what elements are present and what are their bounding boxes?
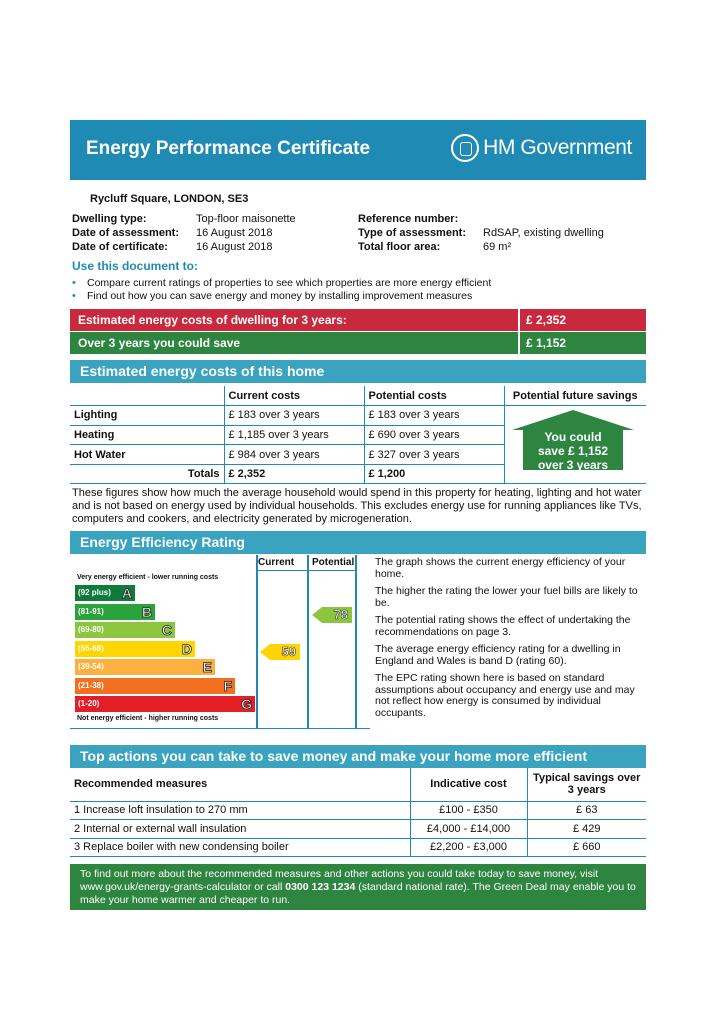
bullet-icon: • xyxy=(72,290,76,302)
column-divider xyxy=(256,555,258,729)
band-letter: E xyxy=(202,659,212,675)
potential-rating-arrow xyxy=(322,607,352,623)
crest-icon xyxy=(451,134,479,162)
cost-item-name: Heating xyxy=(70,425,224,445)
potential-column-header: Potential xyxy=(312,557,355,568)
band-range: (1-20) xyxy=(78,699,100,708)
phone-number: 0300 123 1234 xyxy=(285,881,356,893)
details-left xyxy=(72,212,296,254)
rating-band xyxy=(75,585,135,601)
cost-item-name: Lighting xyxy=(70,406,224,426)
rating-band xyxy=(75,604,155,620)
potential-saving-bar xyxy=(70,332,646,354)
title-bar xyxy=(70,120,646,180)
detail-label: Reference number: xyxy=(358,213,459,225)
measure-saving: £ 63 xyxy=(527,801,646,820)
detail-value: 16 August 2018 xyxy=(196,227,273,239)
estimated-costs-bar xyxy=(70,309,646,331)
details-right xyxy=(358,212,604,254)
assessment-type-row xyxy=(358,226,604,240)
column-header: Current costs xyxy=(224,386,364,406)
measure-cost: £100 - £350 xyxy=(410,801,527,820)
efficient-note: Very energy efficient - lower running costs xyxy=(77,574,219,581)
column-divider xyxy=(355,555,357,729)
current-column-header: Current xyxy=(258,557,295,568)
measure-saving: £ 660 xyxy=(527,838,646,857)
reference-number-row xyxy=(358,212,604,226)
detail-value: 16 August 2018 xyxy=(196,241,273,253)
totals-current: £ 2,352 xyxy=(224,464,364,484)
detail-label: Dwelling type: xyxy=(72,213,147,225)
list-item xyxy=(72,290,491,303)
band-letter: D xyxy=(181,640,192,657)
band-range: (55-68) xyxy=(78,643,104,653)
efficiency-notes xyxy=(375,557,645,725)
footer-text: (standard national rate). The Green Deal may enable you to make your home warmer and cheaper to run. xyxy=(80,881,636,906)
floor-area-row xyxy=(358,240,604,254)
recommended-measures-table xyxy=(70,768,646,857)
rating-band xyxy=(75,696,255,712)
detail-value: RdSAP, existing dwelling xyxy=(483,227,604,239)
column-header xyxy=(70,386,224,406)
detail-label: Type of assessment: xyxy=(358,227,467,239)
inefficient-note: Not energy efficient - higher running costs xyxy=(77,715,219,722)
rating-band xyxy=(75,641,195,657)
certificate-title: Energy Performance Certificate xyxy=(86,138,371,159)
estimated-costs-label: Estimated energy costs of dwelling for 3 years: xyxy=(78,313,347,327)
potential-rating-value: 78 xyxy=(333,607,348,622)
list-item-text: Find out how you can save energy and money by installing improvement measures xyxy=(87,290,473,302)
use-document-heading: Use this document to: xyxy=(72,259,199,273)
dwelling-type-row xyxy=(72,212,296,226)
column-header: Potential costs xyxy=(364,386,504,406)
measure-name: 1 Increase loft insulation to 270 mm xyxy=(70,801,410,820)
detail-label: Total floor area: xyxy=(358,241,441,253)
efficiency-rating-graph xyxy=(70,555,370,729)
current-cost: £ 984 over 3 years xyxy=(224,445,364,465)
totals-label: Totals xyxy=(70,464,224,484)
measure-cost: £2,200 - £3,000 xyxy=(410,838,527,857)
footer-info xyxy=(70,864,646,910)
potential-saving-value: £ 1,152 xyxy=(518,332,646,354)
band-letter: B xyxy=(141,603,152,620)
costs-section-heading: Estimated energy costs of this home xyxy=(70,360,646,383)
measure-name: 2 Internal or external wall insulation xyxy=(70,820,410,839)
bullet-icon: • xyxy=(72,277,76,289)
costs-explanation: These figures show how much the average household would spend in this property for heating, lighting and hot water and is not based on energy used by individual households. This excludes energy use for running appliances like TVs, computers and cookers, and electricity generated by microgeneration. xyxy=(72,487,642,525)
use-document-list xyxy=(72,277,491,303)
measure-cost: £4,000 - £14,000 xyxy=(410,820,527,839)
potential-cost: £ 327 over 3 years xyxy=(364,445,504,465)
hm-government-text: HM Government xyxy=(483,136,632,159)
band-range: (21-38) xyxy=(78,680,104,690)
efficiency-note: The potential rating shows the effect of undertaking the recommendations on page 3. xyxy=(375,614,631,638)
rating-band xyxy=(75,678,235,694)
band-letter: F xyxy=(223,677,232,694)
table-header-row xyxy=(70,386,646,406)
band-letter: G xyxy=(241,696,252,712)
band-range: (69-80) xyxy=(78,625,104,634)
current-rating-arrow xyxy=(270,644,300,660)
arrow-up-icon xyxy=(512,410,634,430)
efficiency-note: The graph shows the current energy efficiency of your home. xyxy=(375,556,626,580)
current-cost: £ 183 over 3 years xyxy=(224,406,364,426)
efficiency-section-heading: Energy Efficiency Rating xyxy=(70,531,646,554)
potential-cost: £ 690 over 3 years xyxy=(364,425,504,445)
column-header: Indicative cost xyxy=(410,768,527,801)
savings-line: You could xyxy=(544,430,602,444)
measure-saving: £ 429 xyxy=(527,820,646,839)
table-row xyxy=(70,801,646,820)
list-item-text: Compare current ratings of properties to see which properties are more energy efficient xyxy=(87,277,492,289)
header-divider xyxy=(256,570,356,571)
column-divider xyxy=(307,555,309,729)
band-letter: A xyxy=(121,585,132,601)
efficiency-note: The average energy efficiency rating for a dwelling in England and Wales is band D (rating 60). xyxy=(375,643,621,667)
hm-government-logo xyxy=(451,134,632,162)
efficiency-note: The EPC rating shown here is based on standard assumptions about occupancy and energy use and may not reflect how energy is consumed by individual occupants. xyxy=(375,672,635,719)
measure-name: 3 Replace boiler with new condensing boiler xyxy=(70,838,410,857)
current-cost: £ 1,185 over 3 years xyxy=(224,425,364,445)
estimated-costs-value: £ 2,352 xyxy=(518,309,646,331)
band-range: (39-54) xyxy=(78,662,104,671)
savings-line: over 3 years xyxy=(537,458,609,472)
savings-arrow xyxy=(512,410,634,470)
column-header: Typical savings over 3 years xyxy=(527,768,646,801)
potential-cost: £ 183 over 3 years xyxy=(364,406,504,426)
table-header-row xyxy=(70,768,646,801)
band-range: (81-91) xyxy=(78,606,104,616)
certificate-date-row xyxy=(72,240,296,254)
column-header: Recommended measures xyxy=(70,768,410,801)
efficiency-note: The higher the rating the lower your fuel bills are likely to be. xyxy=(375,585,638,609)
table-row xyxy=(70,838,646,857)
list-item xyxy=(72,277,491,290)
actions-section-heading: Top actions you can take to save money and make your home more efficient xyxy=(70,745,646,768)
footer-text: To find out more about the recommended measures and other actions you could take today to save money, visit www.gov.uk/energy-grants-calculator or call xyxy=(80,868,599,893)
rating-band xyxy=(75,659,215,675)
band-range: (92 plus) xyxy=(78,588,111,597)
table-row xyxy=(70,820,646,839)
savings-line: save £ 1,152 xyxy=(537,444,609,458)
column-header: Potential future savings xyxy=(504,386,646,406)
assessment-date-row xyxy=(72,226,296,240)
cost-item-name: Hot Water xyxy=(70,445,224,465)
band-letter: C xyxy=(161,622,172,638)
detail-label: Date of certificate: xyxy=(72,241,168,253)
detail-value: 69 m² xyxy=(483,241,512,253)
property-address: Rycluff Square, LONDON, SE3 xyxy=(90,193,249,205)
savings-arrow-text xyxy=(523,430,623,470)
rating-band xyxy=(75,622,175,638)
detail-label: Date of assessment: xyxy=(72,227,179,239)
potential-saving-label: Over 3 years you could save xyxy=(78,336,241,350)
detail-value: Top-floor maisonette xyxy=(196,213,296,225)
current-rating-value: 59 xyxy=(281,644,296,659)
totals-potential: £ 1,200 xyxy=(364,464,504,484)
